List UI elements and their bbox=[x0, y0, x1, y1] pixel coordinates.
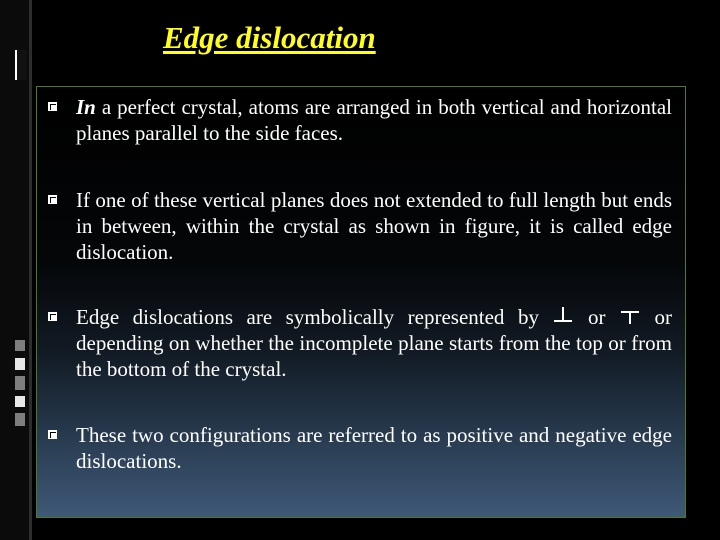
left-decor-strip bbox=[0, 0, 29, 540]
bullet-item bbox=[48, 422, 672, 474]
bullet-item bbox=[48, 304, 672, 382]
decor-square-gray bbox=[15, 413, 25, 426]
bullet-item bbox=[48, 187, 672, 265]
bullet-text: These two configurations are referred to as positive and negative edge dislocations. bbox=[76, 423, 672, 473]
bullet-text: If one of these vertical planes does not extended to full length but ends in between, within the crystal as shown in figure, it is called edge dislocation. bbox=[76, 188, 672, 264]
bullet-text bbox=[76, 94, 672, 146]
decor-square-dark bbox=[15, 50, 27, 80]
decor-square-gray bbox=[15, 340, 25, 351]
bullet-pre: Edge dislocations are symbolically represented by bbox=[76, 305, 539, 329]
bullet-item bbox=[48, 94, 672, 146]
left-decor-bar bbox=[29, 0, 32, 540]
bullet-text bbox=[76, 304, 672, 382]
slide-title: Edge dislocation bbox=[163, 20, 376, 55]
bullet-body: a perfect crystal, atoms are arranged in both vertical and horizontal planes parallel to the side faces. bbox=[76, 95, 672, 145]
square-bullet-icon bbox=[48, 195, 57, 204]
square-bullet-icon bbox=[48, 430, 57, 439]
square-bullet-icon bbox=[48, 102, 57, 111]
up-tack-symbol bbox=[553, 307, 573, 325]
bullet-post: or depending on whether the incomplete plane starts from the top or from the bottom of the crystal. bbox=[76, 305, 673, 381]
decor-square-light bbox=[15, 358, 25, 370]
decor-square-gray bbox=[15, 376, 25, 390]
bullet-mid: or bbox=[587, 305, 606, 329]
down-tack-symbol bbox=[620, 307, 640, 325]
square-bullet-icon bbox=[48, 312, 57, 321]
decor-square-light bbox=[15, 396, 25, 407]
bullet-lead: In bbox=[76, 95, 96, 119]
